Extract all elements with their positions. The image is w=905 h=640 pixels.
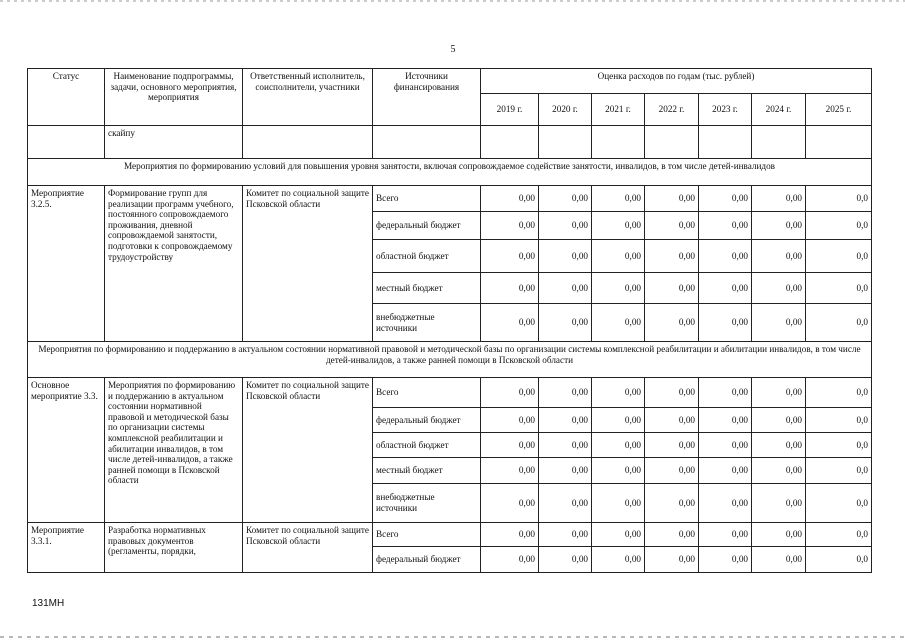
value-cell: 0,00	[481, 523, 539, 547]
header-year: 2025 г.	[806, 94, 872, 126]
section-title: Мероприятия по формированию и поддержанию в актуальном состоянии нормативной правовой и методической базы по организации системы комплексной реабилитации и абилитации инвалидов, в том числе детей-инвалидов, а также ранней помощи в Псковской области	[28, 342, 872, 378]
empty-cell	[28, 126, 105, 159]
value-cell: 0,00	[645, 378, 699, 408]
value-cell: 0,00	[539, 186, 592, 212]
value-cell: 0,00	[539, 458, 592, 484]
value-cell: 0,00	[539, 212, 592, 240]
value-cell: 0,0	[806, 378, 872, 408]
value-cell: 0,00	[592, 408, 645, 433]
value-cell: 0,00	[592, 240, 645, 273]
value-cell: 0,00	[481, 378, 539, 408]
value-cell: 0,00	[699, 484, 752, 523]
document-code: 131МН	[32, 598, 65, 609]
value-cell: 0,00	[645, 547, 699, 573]
value-cell: 0,00	[645, 186, 699, 212]
value-cell: 0,00	[539, 304, 592, 342]
header-year: 2024 г.	[752, 94, 806, 126]
responsible-cell: Комитет по социальной защите Псковской области	[243, 378, 373, 523]
value-cell: 0,00	[539, 523, 592, 547]
scan-edge-top	[0, 0, 905, 2]
name-cell: Мероприятия по формированию и поддержанию в актуальном состоянии нормативной правовой и методической базы по организации системы комплексной реабилитации и абилитации инвалидов, в том числе детей-инвалидов, а также ранней помощи в Псковской области	[105, 378, 243, 523]
source-cell: внебюджетные источники	[373, 484, 481, 523]
page-number: 5	[450, 44, 456, 55]
value-cell: 0,0	[806, 304, 872, 342]
value-cell: 0,00	[699, 304, 752, 342]
value-cell: 0,00	[592, 212, 645, 240]
value-cell: 0,00	[752, 304, 806, 342]
value-cell: 0,00	[752, 458, 806, 484]
section-title-row	[28, 342, 872, 378]
source-cell: Всего	[373, 186, 481, 212]
value-cell: 0,00	[539, 240, 592, 273]
responsible-cell: Комитет по социальной защите Псковской области	[243, 186, 373, 342]
value-cell: 0,00	[752, 186, 806, 212]
empty-cell	[243, 126, 373, 159]
value-cell: 0,0	[806, 484, 872, 523]
value-cell: 0,00	[539, 378, 592, 408]
value-cell: 0,00	[592, 547, 645, 573]
value-cell: 0,00	[592, 433, 645, 458]
continuation-row	[28, 126, 872, 159]
value-cell: 0,00	[539, 484, 592, 523]
value-cell: 0,00	[645, 458, 699, 484]
value-cell: 0,00	[645, 240, 699, 273]
source-cell: Всего	[373, 378, 481, 408]
empty-cell	[539, 126, 592, 159]
source-cell: внебюджетные источники	[373, 304, 481, 342]
name-cell: Формирование групп для реализации программ учебного, постоянного сопровождаемого проживания, дневной сопровождаемой занятости, подготовки к сопровождаемому трудоустройству	[105, 186, 243, 342]
value-cell: 0,0	[806, 547, 872, 573]
status-cell: Мероприятие 3.2.5.	[28, 186, 105, 342]
header-sources: Источники финансирования	[373, 69, 481, 126]
value-cell: 0,00	[752, 523, 806, 547]
value-cell: 0,0	[806, 212, 872, 240]
value-cell: 0,00	[752, 212, 806, 240]
empty-cell	[373, 126, 481, 159]
value-cell: 0,00	[699, 408, 752, 433]
value-cell: 0,00	[699, 273, 752, 304]
value-cell: 0,00	[539, 408, 592, 433]
scan-edge-bottom	[0, 636, 905, 638]
continuation-text: скайпу	[105, 126, 243, 159]
status-cell: Мероприятие 3.3.1.	[28, 523, 105, 573]
value-cell: 0,00	[645, 304, 699, 342]
value-cell: 0,00	[481, 408, 539, 433]
value-cell: 0,0	[806, 523, 872, 547]
value-cell: 0,00	[481, 186, 539, 212]
status-cell: Основное мероприятие 3.3.	[28, 378, 105, 523]
value-cell: 0,00	[699, 433, 752, 458]
value-cell: 0,00	[481, 304, 539, 342]
value-cell: 0,00	[645, 212, 699, 240]
value-cell: 0,00	[752, 547, 806, 573]
value-cell: 0,00	[699, 458, 752, 484]
value-cell: 0,00	[645, 408, 699, 433]
value-cell: 0,00	[699, 186, 752, 212]
value-cell: 0,00	[699, 378, 752, 408]
source-cell: местный бюджет	[373, 273, 481, 304]
value-cell: 0,00	[645, 484, 699, 523]
header-year: 2023 г.	[699, 94, 752, 126]
value-cell: 0,00	[592, 484, 645, 523]
empty-cell	[645, 126, 699, 159]
header-year: 2021 г.	[592, 94, 645, 126]
value-cell: 0,00	[592, 523, 645, 547]
value-cell: 0,0	[806, 458, 872, 484]
source-cell: Всего	[373, 523, 481, 547]
value-cell: 0,00	[481, 458, 539, 484]
header-estimate: Оценка расходов по годам (тыс. рублей)	[481, 69, 872, 94]
empty-cell	[481, 126, 539, 159]
value-cell: 0,00	[539, 433, 592, 458]
value-cell: 0,00	[592, 186, 645, 212]
header-name: Наименование подпрограммы, задачи, основного мероприятия, мероприятия	[105, 69, 243, 126]
value-cell: 0,00	[539, 547, 592, 573]
empty-cell	[699, 126, 752, 159]
table-row	[28, 523, 872, 547]
source-cell: федеральный бюджет	[373, 212, 481, 240]
table-header	[28, 69, 872, 126]
value-cell: 0,00	[481, 484, 539, 523]
value-cell: 0,00	[752, 378, 806, 408]
table-row	[28, 378, 872, 408]
section-title: Мероприятия по формированию условий для повышения уровня занятости, включая сопровождаемое содействие занятости, инвалидов, в том числе детей-инвалидов	[28, 159, 872, 186]
value-cell: 0,00	[699, 523, 752, 547]
value-cell: 0,00	[645, 433, 699, 458]
header-year: 2019 г.	[481, 94, 539, 126]
value-cell: 0,00	[699, 240, 752, 273]
header-year: 2022 г.	[645, 94, 699, 126]
value-cell: 0,00	[481, 240, 539, 273]
header-year: 2020 г.	[539, 94, 592, 126]
value-cell: 0,00	[645, 273, 699, 304]
source-cell: местный бюджет	[373, 458, 481, 484]
responsible-cell: Комитет по социальной защите Псковской области	[243, 523, 373, 573]
value-cell: 0,0	[806, 273, 872, 304]
source-cell: областной бюджет	[373, 240, 481, 273]
table-row	[28, 186, 872, 212]
empty-cell	[752, 126, 806, 159]
value-cell: 0,0	[806, 186, 872, 212]
value-cell: 0,00	[699, 547, 752, 573]
empty-cell	[592, 126, 645, 159]
source-cell: федеральный бюджет	[373, 547, 481, 573]
value-cell: 0,00	[481, 212, 539, 240]
value-cell: 0,00	[592, 378, 645, 408]
value-cell: 0,00	[752, 408, 806, 433]
value-cell: 0,00	[699, 212, 752, 240]
value-cell: 0,00	[481, 433, 539, 458]
value-cell: 0,00	[539, 273, 592, 304]
value-cell: 0,00	[592, 304, 645, 342]
value-cell: 0,00	[752, 240, 806, 273]
value-cell: 0,00	[752, 484, 806, 523]
header-status: Статус	[28, 69, 105, 126]
budget-table	[27, 68, 872, 573]
section-title-row	[28, 159, 872, 186]
header-responsible: Ответственный исполнитель, соисполнители, участники	[243, 69, 373, 126]
source-cell: федеральный бюджет	[373, 408, 481, 433]
value-cell: 0,0	[806, 433, 872, 458]
value-cell: 0,0	[806, 240, 872, 273]
source-cell: областной бюджет	[373, 433, 481, 458]
value-cell: 0,00	[481, 547, 539, 573]
value-cell: 0,00	[592, 273, 645, 304]
empty-cell	[806, 126, 872, 159]
value-cell: 0,00	[481, 273, 539, 304]
value-cell: 0,0	[806, 408, 872, 433]
value-cell: 0,00	[752, 273, 806, 304]
value-cell: 0,00	[592, 458, 645, 484]
value-cell: 0,00	[645, 523, 699, 547]
name-cell: Разработка нормативных правовых документов (регламенты, порядки,	[105, 523, 243, 573]
value-cell: 0,00	[752, 433, 806, 458]
